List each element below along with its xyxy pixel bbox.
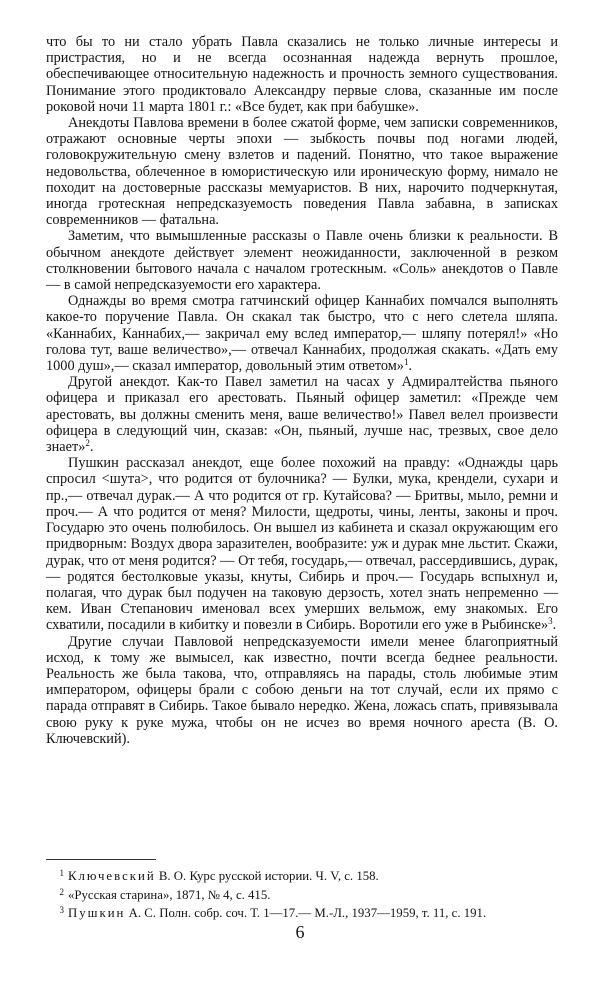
paragraph: что бы то ни стало убрать Павла сказались не только личные интересы и пристрастия, но и не всегда осознанная надежда вернуть прошлое, обеспечивающее относительную надежность и прочность земного существования. Понимание этого продиктовало Александру первые слова, сказанные им после роковой ночи 11 марта 1801 г.: «Все будет, как при бабушке».: [46, 34, 558, 115]
footnote-ref[interactable]: 2: [85, 438, 90, 449]
page-number: 6: [295, 922, 305, 942]
paragraph: Другой анекдот. Как-то Павел заметил на часах у Адмиралтейства пьяного офицера и приказал его арестовать. Пьяный офицер заметил: «Прежде чем арестовать, вы должны сменить меня, ваше величество!» Павел велел произвести офицера в следующий чин, сказав: «Он, пьяный, лучше нас, трезвых, свое дело знает»$^2$.: [46, 374, 558, 456]
footnote: 2 «Русская старина», 1871, № 4, с. 415.: [59, 886, 271, 902]
paragraph: Заметим, что вымышленные рассказы о Павле очень близки к реальности. В обычном анекдоте действует элемент неожиданности, заключенной в резком столкновении бытового начала с началом гротескным. «Соль» анекдотов о Павле — в самой непредсказуемости его характера.: [46, 228, 558, 294]
footnote-ref[interactable]: 3: [548, 616, 553, 627]
footnote: 1 Ключевский В. О. Курс русской истории. Ч. V, с. 158.: [59, 868, 379, 883]
paragraph: Анекдоты Павлова времени в более сжатой форме, чем записки современников, отражают основные черты эпохи — зыбкость почвы под ногами людей, головокружительную смену взлетов и падений. Понятно, что такое выражение недовольства, облеченное в юмористическую или ироническую форму, нимало не походит на достоверные рассказы мемуаристов. В них, нарочито подчеркнутая, иногда гротескная непредсказуемость поведения Павла забавна, в записках современников — фатальна.: [46, 115, 558, 229]
footnote-ref[interactable]: 1: [403, 357, 409, 368]
footnote-author: Ключевский: [68, 869, 156, 883]
footnote-author: Пушкин: [68, 906, 126, 920]
main-text: [46, 34, 558, 747]
footnote-divider: [46, 859, 156, 860]
footnote: 3 Пушкин А. С. Полн. собр. соч. Т. 1—17.— М.-Л., 1937—1959, т. 11, с. 191.: [59, 905, 487, 920]
paragraph: Пушкин рассказал анекдот, еще более похожий на правду: «Однажды царь спросил <шута>, что родится от булочника? — Булки, мука, крендели, сухари и пр.,— отвечал дурак.— А что родится от гр. Кутайсова? — Бритвы, мыло, ремни и проч.— А что родится от меня? Милости, щедроты, чины, ленты, законы и проч. Государю это очень полюбилось. Он вышел из кабинета и сказал окружающим его придворным: Воздух двора заразителен, вообразите: уж и дурак мне льстит. Скажи, дурак, что от меня родится? — От тебя, государь,— отвечал, рассердившись, дурак,— родятся бестолковые указы, кнуты, Сибирь и проч.— Государь вспыхнул и, полагая, что дурак был подучен на таковую дерзость, хотел знать непременно — кем. Иван Степанович именовал всех умерших вельмож, ему знакомых. Его схватили, посадили в кибитку и повезли в Сибирь. Воротили его уже в Рыбинске»$^3$.: [46, 455, 558, 634]
paragraph: Однажды во время смотра гатчинский офицер Каннабих помчался выполнять какое-то поручение Павла. Он скакал так быстро, что с него слетела шляпа. «Каннабих, Каннабих,— закричал ему вслед император,— шляпу потерял!» «Но голова тут, ваше величество»,— отвечал Каннабих, продолжая скакать. «Дать ему 1000 душ»,— сказал император, довольный этим ответом»$^1$.: [46, 293, 558, 375]
footnotes: [46, 866, 558, 922]
paragraph: Другие случаи Павловой непредсказуемости имели менее благоприятный исход, к тому же вымысел, как известно, почти всегда беднее реальности. Реальность же была такова, что, отправляясь на парады, столь любимые этим императором, офицеры брали с собою деньги на тот случай, если их прямо с парада отправят в Сибирь. Такое бывало нередко. Жена, ложась спать, привязывала свою руку к руке мужа, чтобы он не исчез во время ночного ареста (В. О. Ключевский).: [46, 633, 558, 747]
